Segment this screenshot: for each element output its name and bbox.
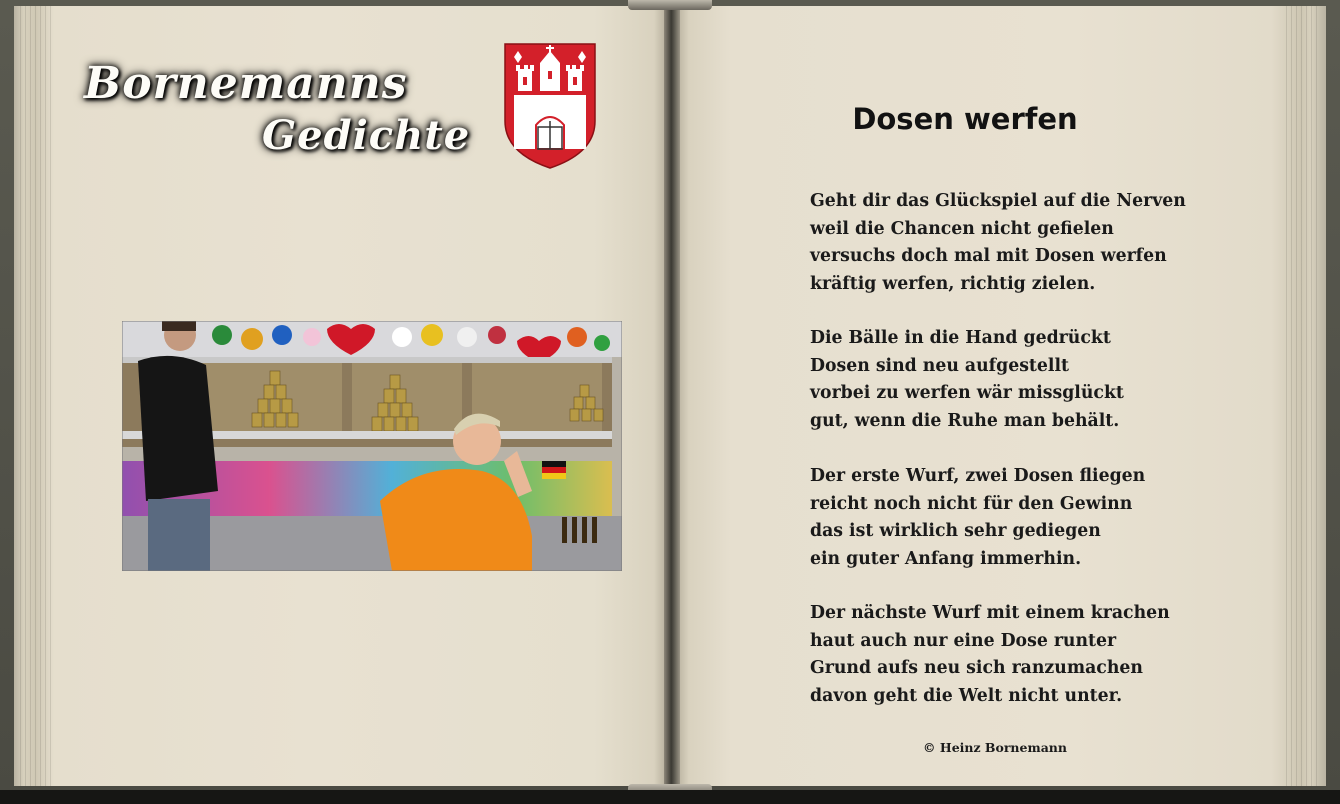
poem-line: Die Bälle in die Hand gedrückt — [810, 328, 1111, 348]
logo-text-line1: Bornemanns — [84, 58, 408, 109]
stanza — [810, 600, 1170, 710]
poem-line: versuchs doch mal mit Dosen werfen — [810, 246, 1167, 266]
poem-line: reicht noch nicht für den Gewinn — [810, 493, 1133, 514]
page-edges — [20, 6, 54, 786]
hamburg-crest-icon — [504, 43, 596, 169]
stanza — [810, 188, 1186, 298]
poem-line: Geht dir das Glückspiel auf die Nerven — [810, 191, 1186, 211]
stanza — [810, 463, 1145, 573]
poem-line: Dosen sind neu aufgestellt — [810, 355, 1070, 376]
poem-title: Dosen werfen — [852, 102, 1078, 136]
bottom-shadow — [0, 790, 1340, 804]
page-edges — [1286, 6, 1320, 786]
poem-line: weil die Chancen nicht gefielen — [810, 218, 1114, 239]
poem-line: ein guter Anfang immerhin. — [810, 548, 1082, 569]
logo-text-line2: Gedichte — [262, 112, 471, 159]
stanza — [810, 325, 1124, 435]
copyright-text: © Heinz Bornemann — [923, 740, 1067, 755]
poem-line: Der erste Wurf, zwei Dosen fliegen — [810, 466, 1146, 486]
poem-line: haut auch nur eine Dose runter — [810, 630, 1117, 651]
poem-line: das ist wirklich sehr gediegen — [810, 521, 1101, 541]
poem-line: kräftig werfen, richtig zielen. — [810, 273, 1096, 294]
photo-can-throwing-booth — [122, 321, 622, 571]
poem-line: Grund aufs neu sich ranzumachen — [810, 658, 1143, 678]
poem-line: davon geht die Welt nicht unter. — [810, 685, 1123, 706]
spine-clip-top — [628, 0, 712, 10]
poem-line: vorbei zu werfen wär missglückt — [810, 383, 1124, 403]
book-spine — [664, 0, 680, 804]
poem-line: gut, wenn die Ruhe man behält. — [810, 410, 1120, 431]
poem-line: Der nächste Wurf mit einem krachen — [810, 603, 1170, 623]
